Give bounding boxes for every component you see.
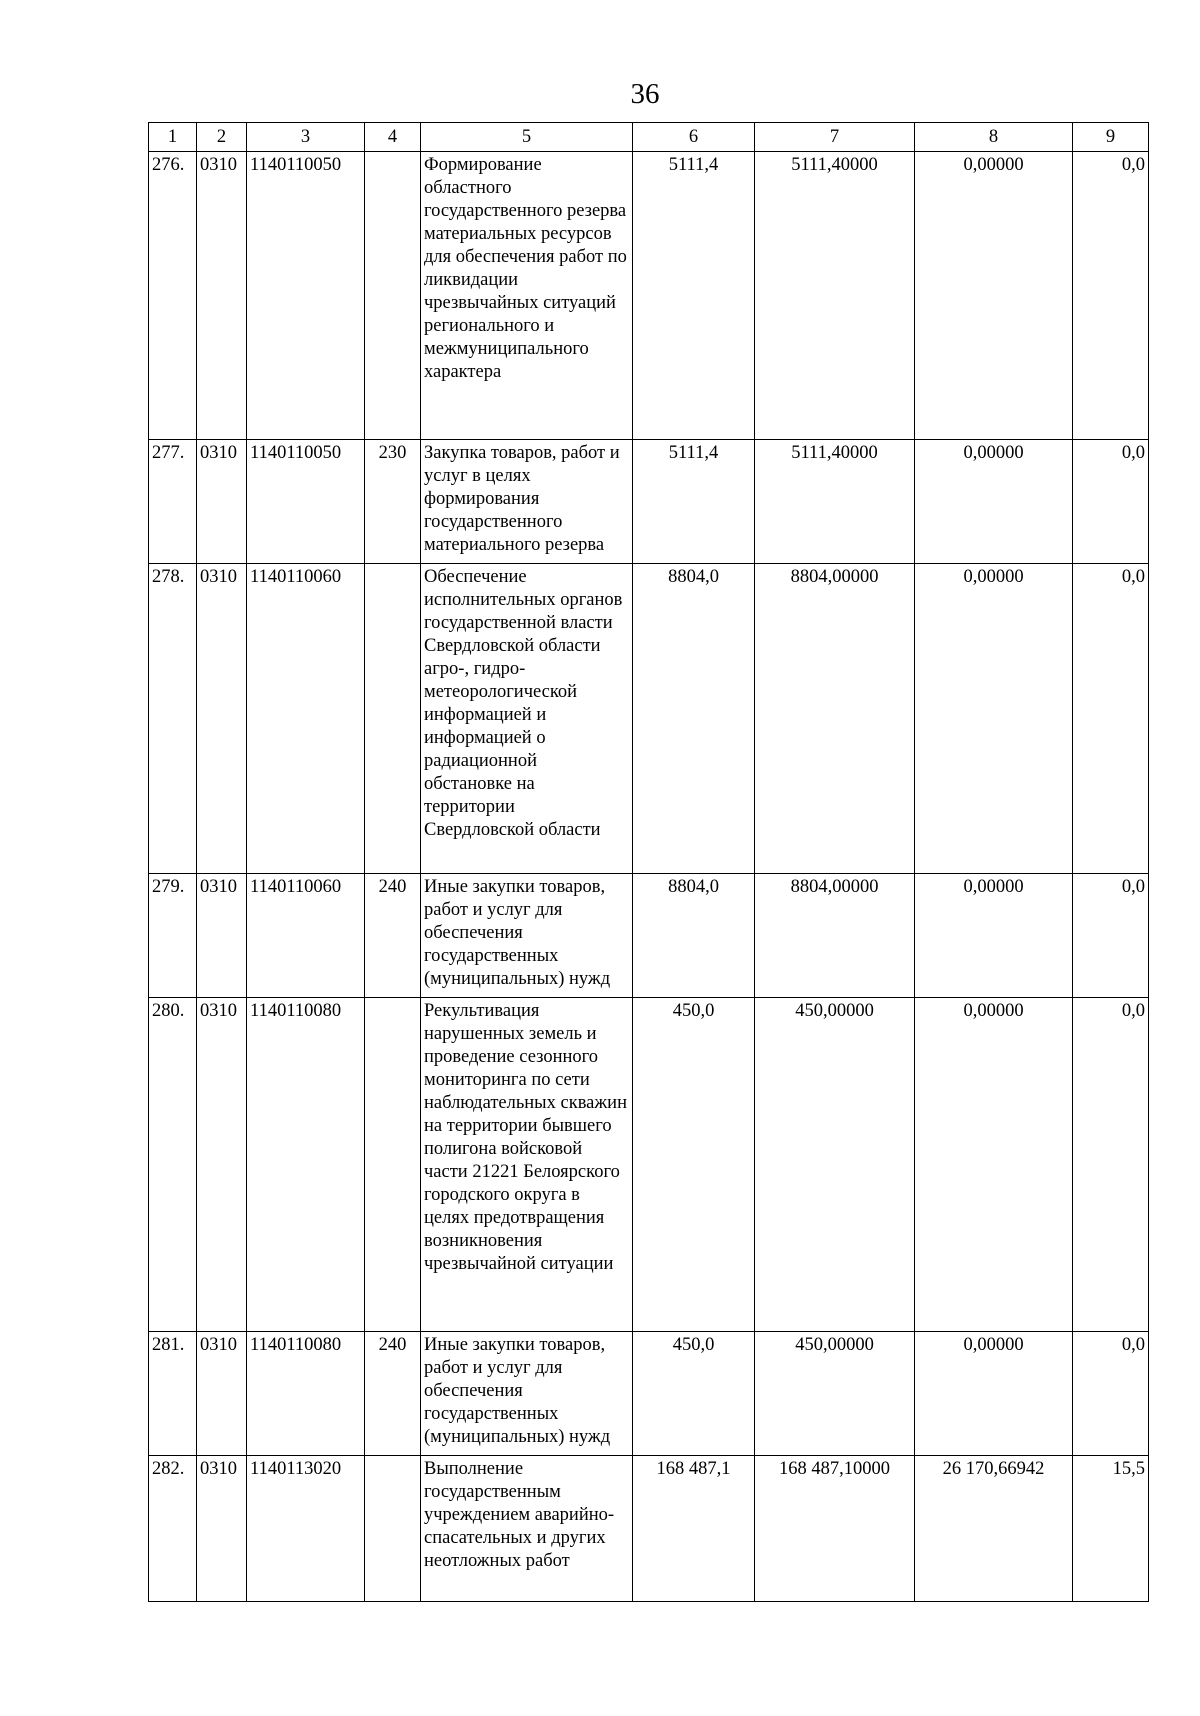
value-col-7: 5111,40000 (755, 440, 915, 564)
table-row (149, 1456, 1149, 1602)
item-name: Иные закупки товаров, работ и услуг для обеспечения государственных (муниципальных) нужд (421, 874, 633, 998)
header-col-7: 7 (755, 123, 915, 152)
value-col-7: 450,00000 (755, 998, 915, 1332)
row-number: 282. (149, 1456, 197, 1602)
value-col-6: 5111,4 (633, 152, 755, 440)
header-col-6: 6 (633, 123, 755, 152)
section-code: 0310 (197, 152, 247, 440)
row-number: 280. (149, 998, 197, 1332)
header-col-8: 8 (915, 123, 1073, 152)
value-col-8: 0,00000 (915, 998, 1073, 1332)
header-col-5: 5 (421, 123, 633, 152)
expense-type-code (365, 998, 421, 1332)
header-col-2: 2 (197, 123, 247, 152)
value-col-6: 8804,0 (633, 564, 755, 874)
value-col-8: 0,00000 (915, 564, 1073, 874)
value-col-8: 0,00000 (915, 1332, 1073, 1456)
value-col-9: 0,0 (1073, 874, 1149, 998)
value-col-9: 0,0 (1073, 440, 1149, 564)
value-col-9: 0,0 (1073, 998, 1149, 1332)
expense-type-code: 240 (365, 874, 421, 998)
item-name: Иные закупки товаров, работ и услуг для обеспечения государственных (муниципальных) нужд (421, 1332, 633, 1456)
value-col-6: 168 487,1 (633, 1456, 755, 1602)
value-col-7: 450,00000 (755, 1332, 915, 1456)
row-number: 277. (149, 440, 197, 564)
expense-type-code: 230 (365, 440, 421, 564)
table-row (149, 152, 1149, 440)
expense-type-code: 240 (365, 1332, 421, 1456)
table-body (149, 152, 1149, 1602)
value-col-6: 450,0 (633, 1332, 755, 1456)
item-name: Формирование областного государственного резерва материальных ресурсов для обеспечения работ по ликвидации чрезвычайных ситуаций регионального и межмуниципального характера (421, 152, 633, 440)
page-number: 36 (630, 78, 660, 110)
value-col-7: 8804,00000 (755, 874, 915, 998)
section-code: 0310 (197, 1332, 247, 1456)
table-row (149, 1332, 1149, 1456)
section-code: 0310 (197, 874, 247, 998)
value-col-8: 26 170,66942 (915, 1456, 1073, 1602)
header-row (149, 123, 1149, 152)
value-col-8: 0,00000 (915, 440, 1073, 564)
value-col-8: 0,00000 (915, 152, 1073, 440)
section-code: 0310 (197, 440, 247, 564)
target-article-code: 1140110080 (247, 998, 365, 1332)
row-number: 281. (149, 1332, 197, 1456)
table-header (149, 123, 1149, 152)
value-col-7: 168 487,10000 (755, 1456, 915, 1602)
item-name: Закупка товаров, работ и услуг в целях формирования государственного материального резерва (421, 440, 633, 564)
target-article-code: 1140110060 (247, 874, 365, 998)
value-col-6: 5111,4 (633, 440, 755, 564)
item-name: Обеспечение исполнительных органов государственной власти Свердловской области агро-, гидро-метеорологической информацией и информацией о радиационной обстановке на территории Свердловской области (421, 564, 633, 874)
value-col-8: 0,00000 (915, 874, 1073, 998)
section-code: 0310 (197, 1456, 247, 1602)
header-col-9: 9 (1073, 123, 1149, 152)
section-code: 0310 (197, 998, 247, 1332)
expense-type-code (365, 1456, 421, 1602)
value-col-6: 8804,0 (633, 874, 755, 998)
row-number: 279. (149, 874, 197, 998)
budget-table (148, 122, 1149, 1602)
value-col-9: 0,0 (1073, 152, 1149, 440)
target-article-code: 1140110060 (247, 564, 365, 874)
row-number: 278. (149, 564, 197, 874)
item-name: Выполнение государственным учреждением аварийно-спасательных и других неотложных работ (421, 1456, 633, 1602)
target-article-code: 1140110050 (247, 152, 365, 440)
value-col-7: 5111,40000 (755, 152, 915, 440)
table-row (149, 998, 1149, 1332)
value-col-9: 0,0 (1073, 1332, 1149, 1456)
expense-type-code (365, 564, 421, 874)
header-col-1: 1 (149, 123, 197, 152)
table-row (149, 440, 1149, 564)
item-name: Рекультивация нарушенных земель и проведение сезонного мониторинга по сети наблюдательных скважин на территории бывшего полигона войсковой части 21221 Белоярского городского округа в целях предотвращения возникновения чрезвычайной ситуации (421, 998, 633, 1332)
table-row (149, 564, 1149, 874)
value-col-7: 8804,00000 (755, 564, 915, 874)
value-col-9: 0,0 (1073, 564, 1149, 874)
value-col-9: 15,5 (1073, 1456, 1149, 1602)
value-col-6: 450,0 (633, 998, 755, 1332)
target-article-code: 1140110050 (247, 440, 365, 564)
target-article-code: 1140113020 (247, 1456, 365, 1602)
target-article-code: 1140110080 (247, 1332, 365, 1456)
row-number: 276. (149, 152, 197, 440)
header-col-3: 3 (247, 123, 365, 152)
header-col-4: 4 (365, 123, 421, 152)
expense-type-code (365, 152, 421, 440)
table-row (149, 874, 1149, 998)
section-code: 0310 (197, 564, 247, 874)
